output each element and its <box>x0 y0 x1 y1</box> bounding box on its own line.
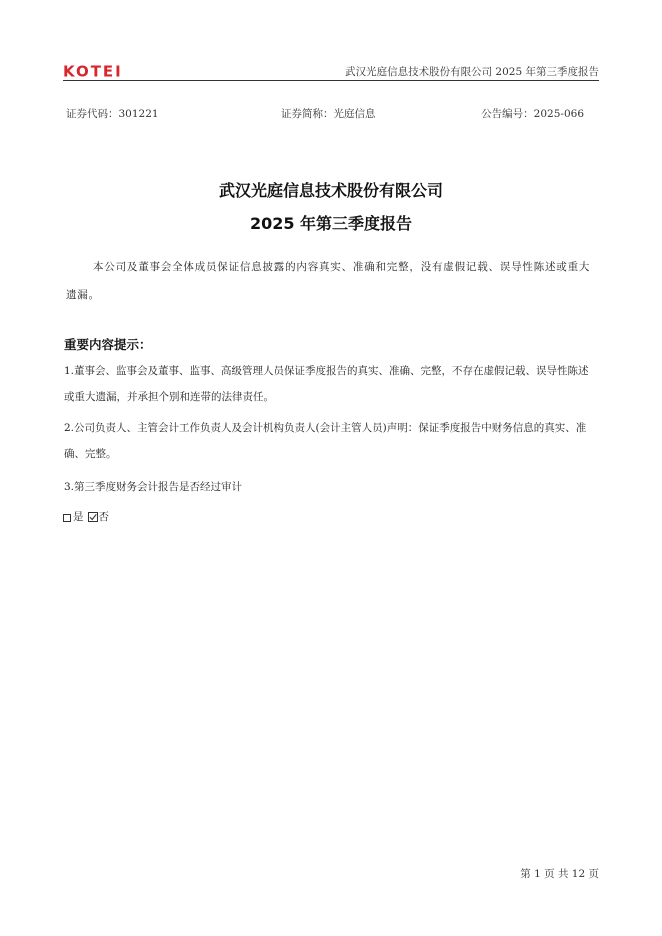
option-no-label: 否 <box>98 511 109 523</box>
header-title: 武汉光庭信息技术股份有限公司 2025 年第三季度报告 <box>345 66 599 78</box>
report-title: 2025 年第三季度报告 <box>249 214 413 233</box>
important-notice-heading: 重要内容提示： <box>64 337 152 352</box>
stock-code: 证券代码：301221 <box>66 108 159 120</box>
svg-text:KOTEI: KOTEI <box>63 62 123 79</box>
kotei-logo <box>63 62 123 79</box>
page-number: 第 1 页 共 12 页 <box>520 868 599 880</box>
notice-item-2: 2.公司负责人、主管会计工作负责人及会计机构负责人(会计主管人员)声明：保证季度报告中财务信息的真实、准确、完整。 <box>64 422 587 460</box>
option-yes-label: 是 <box>73 511 84 523</box>
notice-item-3: 3.第三季度财务会计报告是否经过审计 <box>64 481 243 493</box>
checked-box-icon <box>88 512 98 522</box>
notice-item-1: 1.董事会、监事会及董事、监事、高级管理人员保证季度报告的真实、准确、完整，不存在虚假记载、误导性陈述或重大遗漏，并承担个别和连带的法律责任。 <box>64 365 589 403</box>
company-name-title: 武汉光庭信息技术股份有限公司 <box>218 181 443 200</box>
audit-checkbox-row <box>63 509 109 524</box>
announcement-number: 公告编号：2025-066 <box>481 108 584 120</box>
stock-abbreviation: 证券简称：光庭信息 <box>281 108 376 120</box>
unchecked-box-icon <box>63 514 71 522</box>
header-divider <box>63 80 599 81</box>
board-statement: 本公司及董事会全体成员保证信息披露的内容真实、准确和完整，没有虚假记载、误导性陈述或重大遗漏。 <box>66 261 591 301</box>
